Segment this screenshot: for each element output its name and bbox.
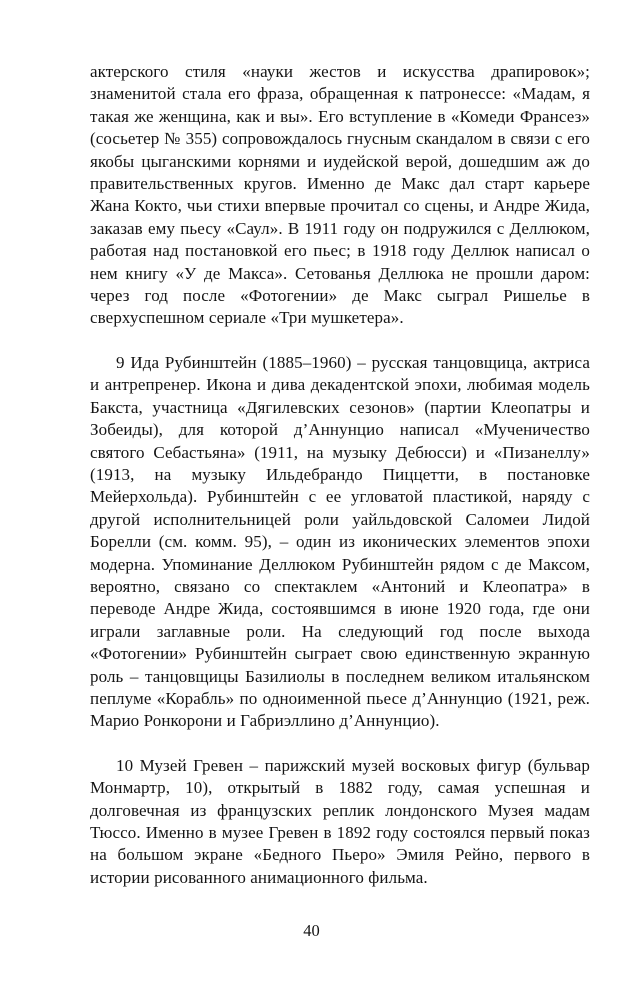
footnote-paragraph-9: 9 Ида Рубинштейн (1885–1960) – русская танцовщица, актриса и антрепренер. Икона и дива декадентской эпохи, любимая модель Бакста, участница «Дягилевских сезонов» (партии Клеопатры и Зобеиды), для которой д’Аннунцио написал «Мученичество святого Себастьяна» (1911, на музыку Дебюсси) и «Пизанеллу» (1913, на музыку Ильдебрандо Пиццетти, в постановке Мейерхольда). Рубинштейн с ее угловатой пластикой, наряду с другой исполнительницей роли уайльдовской Саломеи Лидой Борелли (см. комм. 95), – один из иконических элементов эпохи модерна. Упоминание Деллюком Рубинштейн рядом с де Максом, вероятно, связано со спектаклем «Антоний и Клеопатра» в переводе Андре Жида, состоявшимся в июне 1920 года, где они играли заглавные роли. На следующий год после выхода «Фотогении» Рубинштейн сыграет свою единственную экранную роль – танцовщицы Базилиолы в последнем великом итальянском пеплуме «Корабль» по одноименной пьесе д’Аннунцио (1921, реж. Марио Ронкорони и Габриэллино д’Аннунцио). [90, 352, 590, 731]
footnote-paragraph-10: 10 Музей Гревен – парижский музей восковых фигур (бульвар Монмартр, 10), открытый в 1882 году, самая успешная и долговечная из французских реплик лондонского Музея мадам Тюссо. Именно в музее Гревен в 1892 году состоялся первый показ на большом экране «Бедного Пьеро» Эмиля Рейно, первого в истории рисованного анимационного фильма. [90, 755, 590, 887]
body-paragraph-continuation: актерского стиля «науки жестов и искусства драпировок»; знаменитой стала его фраза, обращенная к патронессе: «Мадам, я такая же женщина, как и вы». Его вступление в «Комеди Франсез» (сосьетер № 355) сопровождалось гнусным скандалом в связи с его якобы цыганскими корнями и иудейской верой, дошедшим аж до правительственных кругов. Именно де Макс дал старт карьере Жана Кокто, чьи стихи впервые прочитал со сцены, и Андре Жида, заказав ему пьесу «Саул». В 1911 году он подружился с Деллюком, работая над постановкой его пьес; в 1918 году Деллюк написал о нем книгу «У де Макса». Сетованья Деллюка не прошли даром: через год после «Фотогении» де Макс сыграл Ришелье в сверхуспешном сериале «Три мушкетера». [90, 62, 590, 328]
text-block [90, 61, 590, 889]
page-number: 40 [303, 921, 320, 940]
